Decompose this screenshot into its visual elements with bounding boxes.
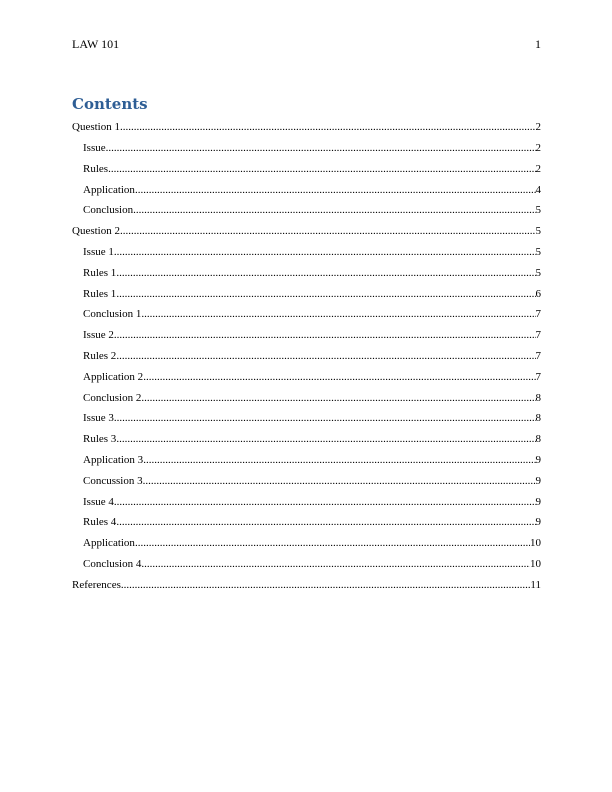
- toc-entry-page-number[interactable]: 2: [535, 162, 541, 175]
- toc-entry-label[interactable]: Concussion 3: [83, 474, 143, 487]
- dot-leader: [114, 412, 536, 425]
- dot-leader: [135, 537, 530, 550]
- dot-leader: [116, 516, 535, 529]
- dot-leader: [114, 496, 536, 509]
- dot-leader: [114, 246, 536, 259]
- dot-leader: [116, 350, 535, 363]
- page-number: 1: [535, 37, 541, 51]
- toc-entry-page-number[interactable]: 4: [535, 183, 541, 196]
- dot-leader: [121, 579, 531, 592]
- dot-leader: [116, 433, 535, 446]
- dot-leader: [141, 558, 530, 571]
- toc-entry-page-number[interactable]: 7: [535, 329, 541, 342]
- toc-entry-label[interactable]: Issue 3: [83, 412, 114, 425]
- toc-entry-label[interactable]: Issue 4: [83, 495, 114, 508]
- dot-leader: [108, 163, 535, 176]
- toc-entry[interactable]: [72, 134, 541, 155]
- toc-entry-page-number[interactable]: 5: [535, 246, 541, 259]
- toc-entry-label[interactable]: Application 2: [83, 370, 144, 383]
- toc-entry-page-number[interactable]: 8: [535, 433, 541, 446]
- toc-entry-label[interactable]: Conclusion 2: [83, 391, 142, 404]
- toc-entry[interactable]: [72, 425, 541, 446]
- toc-entry-label[interactable]: Issue 1: [83, 246, 114, 259]
- toc-entry[interactable]: [72, 176, 541, 197]
- toc-entry-page-number[interactable]: 5: [535, 225, 541, 238]
- toc-entry-label[interactable]: Rules 2: [83, 350, 117, 363]
- toc-entry-label[interactable]: Question 2: [72, 225, 120, 238]
- toc-entry-label[interactable]: Conclusion 1: [83, 308, 142, 321]
- dot-leader: [120, 225, 536, 238]
- toc-entry-page-number[interactable]: 10: [530, 558, 541, 571]
- toc-entry[interactable]: [72, 155, 541, 176]
- dot-leader: [133, 204, 535, 217]
- toc-entry[interactable]: [72, 488, 541, 509]
- toc-entry[interactable]: [72, 114, 541, 135]
- dot-leader: [141, 392, 535, 405]
- toc-entry-page-number[interactable]: 5: [535, 266, 541, 279]
- table-of-contents: [72, 114, 541, 592]
- dot-leader: [106, 142, 536, 155]
- toc-entry[interactable]: [72, 509, 541, 530]
- toc-entry-page-number[interactable]: 2: [535, 142, 541, 155]
- toc-entry-label[interactable]: Application 3: [83, 454, 144, 467]
- toc-entry[interactable]: [72, 467, 541, 488]
- toc-entry-label[interactable]: Rules: [83, 162, 109, 175]
- toc-entry-label[interactable]: References: [72, 578, 121, 591]
- toc-entry-page-number[interactable]: 8: [535, 412, 541, 425]
- toc-title: Contents: [72, 95, 148, 113]
- toc-entry-page-number[interactable]: 9: [535, 454, 541, 467]
- toc-entry[interactable]: [72, 301, 541, 322]
- toc-entry-label[interactable]: Rules 4: [83, 516, 117, 529]
- toc-entry-label[interactable]: Application: [83, 183, 135, 196]
- toc-entry-label[interactable]: Application: [83, 537, 135, 550]
- dot-leader: [143, 371, 535, 384]
- toc-entry[interactable]: [72, 280, 541, 301]
- toc-entry-page-number[interactable]: 8: [535, 391, 541, 404]
- toc-entry-label[interactable]: Issue: [83, 142, 106, 155]
- toc-entry-page-number[interactable]: 6: [535, 287, 541, 300]
- toc-entry-page-number[interactable]: 7: [535, 308, 541, 321]
- toc-entry-label[interactable]: Conclusion 4: [83, 558, 142, 571]
- toc-entry-label[interactable]: Rules 1: [83, 266, 117, 279]
- toc-entry-page-number[interactable]: 7: [535, 350, 541, 363]
- toc-entry-label[interactable]: Rules 3: [83, 433, 117, 446]
- toc-entry[interactable]: [72, 217, 541, 238]
- dot-leader: [143, 454, 535, 467]
- toc-entry-page-number[interactable]: 9: [535, 495, 541, 508]
- toc-entry-page-number[interactable]: 9: [535, 474, 541, 487]
- toc-entry-page-number[interactable]: 9: [535, 516, 541, 529]
- toc-entry-page-number[interactable]: 10: [530, 537, 541, 550]
- toc-entry-page-number[interactable]: 11: [530, 578, 541, 591]
- dot-leader: [116, 267, 535, 280]
- toc-entry-label[interactable]: Issue 2: [83, 329, 114, 342]
- dot-leader: [143, 475, 536, 488]
- toc-entry-label[interactable]: Rules 1: [83, 287, 117, 300]
- dot-leader: [114, 329, 536, 342]
- toc-entry-page-number[interactable]: 2: [535, 121, 541, 134]
- dot-leader: [135, 184, 536, 197]
- toc-entry-label[interactable]: Conclusion: [83, 204, 134, 217]
- running-head: LAW 101: [72, 37, 120, 51]
- toc-entry[interactable]: [72, 321, 541, 342]
- toc-entry[interactable]: [72, 197, 541, 218]
- toc-entry[interactable]: [72, 342, 541, 363]
- page-header: [72, 36, 541, 52]
- toc-entry[interactable]: [72, 405, 541, 426]
- dot-leader: [141, 308, 535, 321]
- toc-entry[interactable]: [72, 238, 541, 259]
- toc-entry[interactable]: [72, 446, 541, 467]
- toc-entry-label[interactable]: Question 1: [72, 121, 120, 134]
- dot-leader: [116, 288, 535, 301]
- toc-entry[interactable]: [72, 259, 541, 280]
- dot-leader: [120, 121, 536, 134]
- toc-entry-page-number[interactable]: 5: [535, 204, 541, 217]
- toc-entry-page-number[interactable]: 7: [535, 370, 541, 383]
- toc-entry[interactable]: [72, 384, 541, 405]
- toc-entry[interactable]: [72, 550, 541, 571]
- toc-entry[interactable]: [72, 571, 541, 592]
- toc-entry[interactable]: [72, 529, 541, 550]
- toc-entry[interactable]: [72, 363, 541, 384]
